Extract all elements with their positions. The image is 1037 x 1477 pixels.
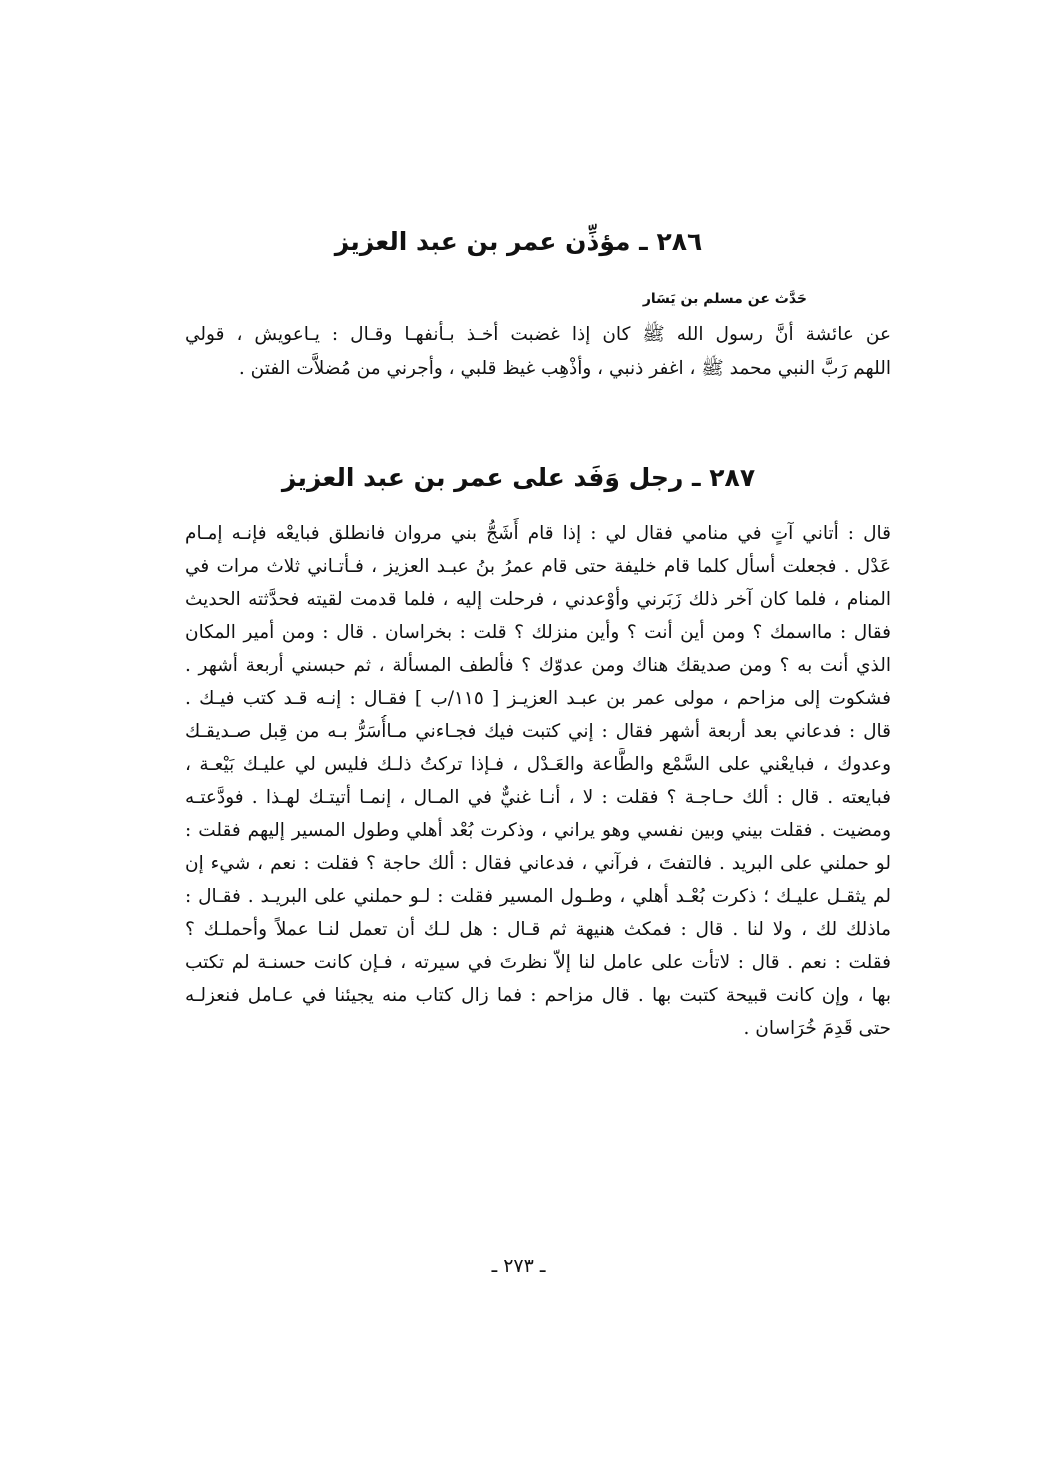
text-line: فشكوت إلى مزاحم ، مولى عمر بن عبـد العزيـز [ ١١٥/ب ] فقـال : إنـه قـد كتب فيـك . <box>185 688 891 709</box>
text-line: عَدْل . فجعلت أسأل كلما قام خليفة حتى قام عمرُ بنُ عبـد العزيز ، فـأتـاني ثلاث مرات في <box>185 556 891 577</box>
section-286-text <box>185 318 891 386</box>
text-line: قال : أتاني آتٍ في منامي فقال لي : إذا قام أَشَجُّ بني مروان فانطلق فبايعْه فإنـه إمـام <box>185 523 891 544</box>
page-number: ـ ٢٧٣ ـ <box>491 1255 546 1277</box>
text-line: فقال : مااسمك ؟ ومن أين أنت ؟ وأين منزلك ؟ قلت : بخراسان . قال : ومن أمير المكان <box>185 622 891 643</box>
text-line: عن عائشة أنَّ رسول الله ﷺ كان إذا غضبت أخـذ بـأنفهـا وقـال : يـاعويش ، قولي <box>185 324 891 345</box>
text-line: الذي أنت به ؟ ومن صديقك هناك ومن عدوّك ؟ فألطف المسألة ، ثم حبسني أربعة أشهر . <box>185 655 891 676</box>
section-286-narrator: حَدَّث عن مسلم بن يَسَار <box>642 291 807 307</box>
text-line: فقلت : نعم . قال : لاتأت على عامل لنا إلاّ نظرتَ في سيرته ، فـإن كانت حسنـة لم تكتب <box>185 952 891 973</box>
text-line: قال : فدعاني بعد أربعة أشهر فقال : إني كتبت فيك فجـاءني مـاأُسَرُّ بـه من قِبل صـديقـك <box>185 721 891 742</box>
text-line: ومضيت . فقلت بيني وبين نفسي وهو يراني ، وذكرت بُعْد أهلي وطول المسير إليهم فقلت : <box>185 820 891 841</box>
text-line: وعدوك ، فبايعْني على السَّمْع والطَّاعة والعَـدْل ، فـإذا تركتُ ذلـك فليس لي عليـك بَيْعـة ، <box>185 754 891 775</box>
section-286-heading: ٢٨٦ ـ مؤذِّن عمر بن عبد العزيز <box>334 227 703 256</box>
text-line: بها ، وإن كانت قبيحة كتبت بها . قال مزاحم : فما زال كتاب منه يجيئنا في عـامل فنعزلـه <box>185 985 891 1006</box>
text-line: المنام ، فلما كان آخر ذلك زَبَرني وأوْعدني ، فرحلت إليه ، فلما قدمت لقيته فحدَّثته الحديث <box>185 589 891 610</box>
section-287-text <box>185 517 891 1045</box>
text-line: فبايعته . قال : ألك حـاجـة ؟ فقلت : لا ، أنـا غنيٌّ في المـال ، إنمـا أتيتـك لهـذا . فودَّعتـه <box>185 787 891 808</box>
text-line: اللهم رَبَّ النبي محمد ﷺ ، اغفر ذنبي ، وأذْهِب غيظ قلبي ، وأجرني من مُضلاَّت الفتن . <box>238 358 891 379</box>
text-line: ماذلك لك ، ولا لنا . قال : فمكث هنيهة ثم قـال : هل لـك أن تعمل لنـا عملاً وأحملـك ؟ <box>185 919 891 940</box>
text-line: حتى قَدِمَ خُرَاسان . <box>743 1018 891 1039</box>
text-line: لم يثقـل عليـك ؛ ذكرت بُعْـد أهلي ، وطـول المسير فقلت : لـو حملني على البريـد . فقـال : <box>185 886 891 907</box>
text-line: لو حملني على البريد . فالتفتَ ، فرآني ، فدعاني فقال : ألك حاجة ؟ فقلت : نعم ، شيء إن <box>185 853 891 874</box>
section-287-heading: ٢٨٧ ـ رجل وَفَد على عمر بن عبد العزيز <box>281 463 756 492</box>
